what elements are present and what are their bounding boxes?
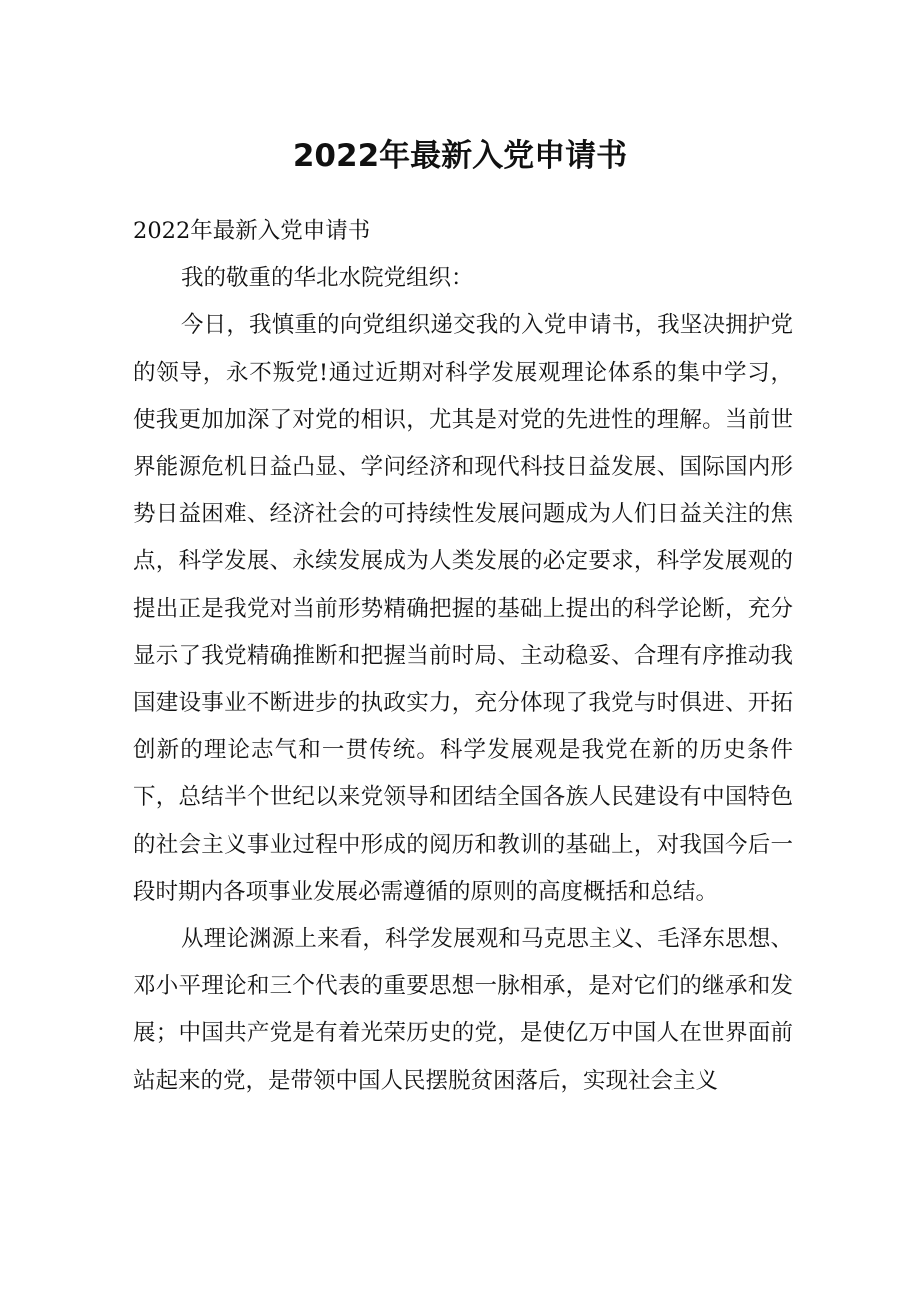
document-subtitle: 2022年最新入党申请书: [133, 218, 371, 244]
salutation: 我的敬重的华北水院党组织：: [181, 265, 474, 292]
paragraph-2: 从理论渊源上来看，科学发展观和马克思主义、毛泽东思想、邓小平理论和三个代表的重要思想一脉相承，是对它们的继承和发展；中国共产党是有着光荣历史的党，是使亿万中国人在世界面前站起来的党，是带领中国人民摆脱贫困落后，实现社会主义: [133, 926, 793, 1094]
paragraph-1: 今日，我慎重的向党组织递交我的入党申请书，我坚决拥护党的领导，永不叛党!通过近期对科学发展观理论体系的集中学习，使我更加加深了对党的相识，尤其是对党的先进性的理解。当前世界能源危机日益凸显、学问经济和现代科技日益发展、国际国内形势日益困难、经济社会的可持续性发展问题成为人们日益关注的焦点，科学发展、永续发展成为人类发展的必定要求，科学发展观的提出正是我党对当前形势精确把握的基础上提出的科学论断，充分显示了我党精确推断和把握当前时局、主动稳妥、合理有序推动我国建设事业不断进步的执政实力，充分体现了我党与时俱进、开拓创新的理论志气和一贯传统。科学发展观是我党在新的历史条件下，总结半个世纪以来党领导和团结全国各族人民建设有中国特色的社会主义事业过程中形成的阅历和教训的基础上，对我国今后一段时期内各项事业发展必需遵循的原则的高度概括和总结。: [133, 312, 793, 905]
document-body: [133, 208, 793, 1105]
document-title: 2022年最新入党申请书: [292, 138, 628, 174]
